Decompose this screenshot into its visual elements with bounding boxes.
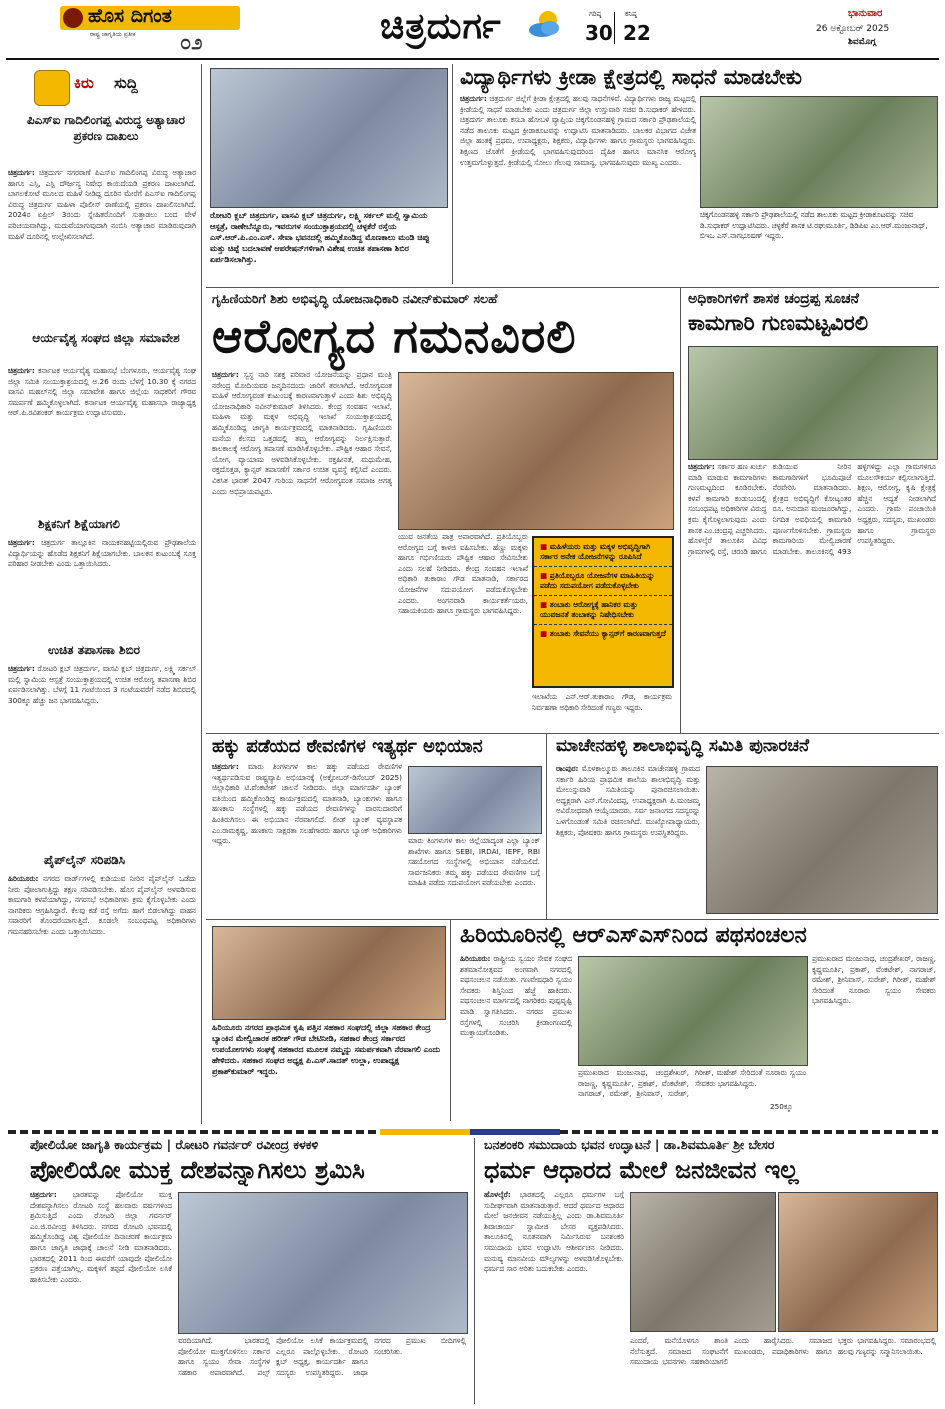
polio-body: ಚಿತ್ರದುರ್ಗ: ಭಾರತವನ್ನು ಪೋಲಿಯೋ ಮುಕ್ತ ದೇಶವನ್ನಾಗಿಸಲು ರೋಟರಿ ಸಂಸ್ಥೆ ಹಲವಾರು ವರ್ಷಗಳಿಂದ ಶ್ರಮಿಸುತ್ತಿದೆ ಎಂದು ರೋಟರಿ ಜಿಲ್ಲಾ ಗವರ್ನರ್ ಎಂ.ಜಿ.ರವೀಂದ್ರ ತಿಳಿಸಿದರು. ನಗರದ ರೋಟರಿ ಭವನದಲ್ಲಿ ಹಮ್ಮಿಕೊಂಡಿದ್ದ ವಿಶ್ವ ಪೋಲಿಯೋ ದಿನಾಚರಣೆ ಕಾರ್ಯಕ್ರಮ ಹಾಗೂ ಜಾಗೃತಿ ಜಾಥಾಕ್ಕೆ ಚಾಲನೆ ನೀಡಿ ಮಾತನಾಡಿದರು. ಭಾರತದಲ್ಲಿ 2011 ರಿಂದ ಈವರೆಗೆ ಯಾವುದೇ ಪೋಲಿಯೋ ಪ್ರಕರಣ ಪತ್ತೆಯಾಗಿಲ್ಲ. ಮಕ್ಕಳಿಗೆ ತಪ್ಪದೆ ಪೋಲಿಯೋ ಲಸಿಕೆ ಹಾಕಿಸಬೇಕು ಎಂದರು. [30, 1190, 172, 1284]
cooperative-photo-caption: ಹಿರಿಯೂರು ನಗರದ ಪ್ರಾಥಮಿಕ ಕೃಷಿ ಪತ್ತಿನ ಸಹಕಾರ ಸಂಘದಲ್ಲಿ ಜಿಲ್ಲಾ ಸಹಕಾರ ಕೇಂದ್ರ ಬ್ಯಾಂಕಿನ ಮೇಲ್ವಿಚಾರಕ ಹರೀಶ್ ಗೌಡ ಬೇಟಿನೀಡಿ, ಸಹಕಾರ ಕೇಂದ್ರ ಸರ್ಕಾರದ ಉಪಯೋಗಗಳು ಸಂಘಕ್ಕೆ ಸಹಕಾರದ ಮೂಲಕ ನಮ್ಮನ್ನು ಸಮರ್ಪಕವಾಗಿ ನೆರವಾಗಲಿ ಎಂದು ಹೇಳಿದರು. ಸಹಕಾರ ಸಂಘದ ಅಧ್ಯಕ್ಷ ಪಿ.ಎಸ್.ಸಾದತ್ ಉಲ್ಲಾ, ಉಪಾಧ್ಯಕ್ಷ ಪ್ರಕಾಶ್‌ಕುಮಾರ್ ಇದ್ದರು. [212, 1023, 441, 1076]
highlight-item: ■ ತಂಬಾಕು ಸೇವನೆಯು ಕ್ಯಾನ್ಸರ್‌ಗೆ ಕಾರಣವಾಗುತ್ತದೆ [534, 625, 672, 643]
page-number: ೦೨ [180, 30, 203, 54]
kiru-label-b: ಸುದ್ದಿ [114, 74, 138, 92]
committee-photo [706, 766, 938, 914]
speech-hand-icon [34, 70, 70, 106]
health-highlights [532, 536, 674, 688]
camp-photo [210, 68, 448, 208]
polio-photo [178, 1192, 468, 1334]
polio-kicker: ಪೋಲಿಯೋ ಜಾಗೃತಿ ಕಾರ್ಯಕ್ರಮ | ರೋಟರಿ ಗವರ್ನರ್ ರವೀಂದ್ರ ಕಳಕಳಿ [30, 1137, 319, 1152]
kiru-item-body: ಚಿತ್ರದುರ್ಗ: ಚಿತ್ರದುರ್ಗ ನಗರಠಾಣೆ ಪಿಎಸ್‌ಐ ಗಾದಿಲಿಂಗಪ್ಪ ವಿರುದ್ಧ ಅತ್ಯಾಚಾರ ಹಾಗೂ ಎಸ್ಸಿ, ಎಸ್ಟಿ ದೌರ್ಜನ್ಯ ನಿಷೇಧ ಕಾಯಿದೆಯಡಿ ಪ್ರಕರಣ ದಾಖಲಾಗಿದೆ. ಬಾಗಲಕೋಟೆ ಮೂಲದ ಮಹಿಳೆ ನೀಡಿದ್ದ ದೂರಿನ ಮೇರೆಗೆ ಪಿಎಸ್‌ಐ ಗಾದಿಲಿಂಗಪ್ಪ ವಿರುದ್ಧ ಚಿತ್ರದುರ್ಗ ಮಹಿಳಾ ಪೊಲೀಸ್ ಠಾಣೆಯಲ್ಲಿ ಪ್ರಕರಣ ದಾಖಲಿಸಲಾಗಿದೆ. 2024ರ ಏಪ್ರಿಲ್ 3ರಂದು ಸ್ನೇಹಿತರೊಂದಿಗೆ ಸುತ್ತಾಡಲು ಬಂದ ವೇಳೆ ಪರಿಚಯವಾಗಿದ್ದು, ಮದುವೆಯಾಗುವುದಾಗಿ ನಂಬಿಸಿ ಅತ್ಯಾಚಾರ ಮಾಡಿರುವುದಾಗಿ ಮಹಿಳೆ ದೂರಿನಲ್ಲಿ ಉಲ್ಲೇಖಿಸಲಾಗಿದೆ. [8, 168, 196, 241]
highlight-item: ■ ಮಹಿಳೆಯರು ಮತ್ತು ಮಕ್ಕಳ ಅಭಿವೃದ್ಧಿಗಾಗಿ ಸರ್ಕಾರ ಅನೇಕ ಯೋಜನೆಗಳನ್ನು ರೂಪಿಸಿದೆ [534, 538, 672, 567]
kiru-item-body: ಹಿರಿಯೂರು: ನಗರದ ವಾರ್ಡ್‌ಗಳಲ್ಲಿ ಕುಡಿಯುವ ನೀರಿನ ಪೈಪ್‌ಲೈನ್ ಒಡೆದು ನೀರು ಪೋಲಾಗುತ್ತಿದ್ದು ತಕ್ಷಣ ಸರಿಪಡಿಸಬೇಕು. ಹೊಸ ಪೈಪ್‌ಲೈನ್ ಅಳವಡಿಸುವ ಕಾಮಗಾರಿ ಕಳಪೆಯಾಗಿದ್ದು, ನಗರಸಭೆ ಅಧಿಕಾರಿಗಳು ಕ್ರಮ ಕೈಗೊಳ್ಳಬೇಕು ಎಂದು ನಾಗರಿಕರು ಆಗ್ರಹಿಸಿದ್ದಾರೆ. ಕೆಲವು ಕಡೆ ರಸ್ತೆ ಅಗೆದು ಹಾಗೆ ಬಿಡಲಾಗಿದ್ದು ವಾಹನ ಸವಾರರಿಗೆ ತೊಂದರೆಯಾಗುತ್ತಿದೆ. ಕೂಡಲೇ ಸಂಬಂಧಪಟ್ಟ ಅಧಿಕಾರಿಗಳು ಗಮನಹರಿಸಬೇಕು ಎಂದು ಒತ್ತಾಯಿಸಿದರು. [8, 874, 196, 936]
min-temp: 22 [623, 21, 651, 45]
rights-body: ಚಿತ್ರದುರ್ಗ: ಮಾರು ತಿಂಗಳುಗಳ ಕಾಲ ಹಕ್ಕು ಪಡೆಯದ ಠೇವಣಿಗಳ ಇತ್ಯರ್ಥಪಡಿಸುವ ರಾಷ್ಟ್ರವ್ಯಾಪಿ ಅಭಿಯಾನಕ್ಕೆ (ಅಕ್ಟೋಬರ್-ಡಿಸೆಂಬರ್ 2025) ಜಿಲ್ಲಾಧಿಕಾರಿ ಟಿ.ವೆಂಕಟೇಶ್ ಚಾಲನೆ ನೀಡಿದರು. ಜಿಲ್ಲಾ ಮಾರ್ಗದರ್ಶಿ ಬ್ಯಾಂಕ್ ವತಿಯಿಂದ ಹಮ್ಮಿಕೊಂಡಿದ್ದ ಕಾರ್ಯಕ್ರಮದಲ್ಲಿ ಮಾತನಾಡಿ, ಬ್ಯಾಂಕುಗಳು ಹಾಗೂ ಹಣಕಾಸು ಸಂಸ್ಥೆಗಳಲ್ಲಿ ಹಕ್ಕು ಪಡೆಯದ ಠೇವಣಿಗಳನ್ನು ವಾರಸುದಾರರಿಗೆ ಹಿಂತಿರುಗಿಸಲು ಈ ಅಭಿಯಾನ ನೆರವಾಗಲಿದೆ. ಲೀಡ್ ಬ್ಯಾಂಕ್ ವ್ಯವಸ್ಥಾಪಕ ಎಂ.ರಾಮಕೃಷ್ಣ, ಹಣಕಾಸು ಸಾಕ್ಷರತಾ ಸಲಹೆಗಾರರು ಹಾಗೂ ಬ್ಯಾಂಕ್ ಅಧಿಕಾರಿಗಳು ಇದ್ದರು. [212, 762, 402, 846]
legislator-headline: ಅಧಿಕಾರಿಗಳಿಗೆ ಶಾಸಕ ಚಂದ್ರಪ್ಪ ಸೂಚನೆ [688, 291, 859, 307]
cooperative-photo [212, 926, 446, 1020]
kiru-column [8, 64, 196, 1124]
kiru-label-a: ಕಿರು [74, 74, 94, 92]
dharma-body-continued: ಎಂದರೆ, ಮನೆಯೊಳಗೂ ಶಾಂತಿ ನೆಲೆಸುತ್ತದೆ. ಸಮಾಜದ ಸಂಘಟನೆಗೆ ಸಮುದಾಯ ಭವನಗಳು ಸಹಕಾರಿಯಾಗಲಿ ಎಂದು ಹಾರೈಸಿದರು. ಸಮಾಜದ ಮುಖಂಡರು, ಪದಾಧಿಕಾರಿಗಳು ಹಾಗೂ ಭಕ್ತರು ಭಾಗವಹಿಸಿದ್ದರು. ಸಮಾರಂಭದಲ್ಲಿ ಹಲವು ಗಣ್ಯರನ್ನು ಸನ್ಮಾನಿಸಲಾಯಿತು. [630, 1336, 936, 1367]
kiru-item-title: ಪಿಎಸ್‌ಐ ಗಾದಿಲಿಂಗಪ್ಪ ವಿರುದ್ಧ ಅತ್ಯಾಚಾರ ಪ್ರಕರಣ ದಾಖಲು [26, 113, 186, 143]
accent-rule-center [470, 1129, 560, 1135]
column-rule [474, 1138, 475, 1404]
dharma-photo-left [630, 1192, 776, 1332]
paper-name: ಹೊಸ ದಿಗಂತ [88, 5, 172, 27]
masthead-rule [6, 58, 939, 60]
rss-headline: ಹಿರಿಯೂರಿನಲ್ಲಿ ಆರ್‌ಎಸ್‌ಎಸ್‌ನಿಂದ ಪಥಸಂಚಲನ [460, 923, 807, 948]
rss-body: ಹಿರಿಯೂರು: ರಾಷ್ಟ್ರೀಯ ಸ್ವಯಂ ಸೇವಕ ಸಂಘದ ಶತಮಾನೋತ್ಸವದ ಅಂಗವಾಗಿ ನಗರದಲ್ಲಿ ಪಥಸಂಚಲನ ನಡೆಯಿತು. ಗಣವೇಷಧಾರಿ ಸ್ವಯಂ ಸೇವಕರು ಶಿಸ್ತಿನಿಂದ ಹೆಜ್ಜೆ ಹಾಕಿದರು. ಪಥಸಂಚಲನ ಮಾರ್ಗದಲ್ಲಿ ನಾಗರಿಕರು ಪುಷ್ಪವೃಷ್ಟಿ ಮಾಡಿ ಸ್ವಾಗತಿಸಿದರು. ನಗರದ ಪ್ರಮುಖ ರಸ್ತೆಗಳಲ್ಲಿ ಸಂಚರಿಸಿ ಕ್ರೀಡಾಂಗಣದಲ್ಲಿ ಮುಕ್ತಾಯಗೊಂಡಿತು. [460, 954, 572, 1038]
legislator-body: ಚಿತ್ರದುರ್ಗ: ಸರ್ಕಾರ ಹಣ ಖರ್ಚು ಮಾಡಿ ಮಾಡುವ ಕಾಮಗಾರಿಗಳು ಗುಣಮಟ್ಟದಿಂದ ಕೂಡಿರಬೇಕು. ಕಳಪೆ ಕಾಮಗಾರಿ ಕಂಡುಬಂದಲ್ಲಿ ಸಂಬಂಧಪಟ್ಟ ಅಧಿಕಾರಿಗಳ ವಿರುದ್ಧ ಕ್ರಮ ಕೈಗೊಳ್ಳಲಾಗುವುದು ಎಂದು ಶಾಸಕ ಎಂ.ಚಂದ್ರಪ್ಪ ಎಚ್ಚರಿಸಿದರು. ಹೊಳಲ್ಕೆರೆ ತಾಲೂಕಿನ ವಿವಿಧ ಗ್ರಾಮಗಳಲ್ಲಿ ರಸ್ತೆ, ಚರಂಡಿ ಹಾಗೂ ಕುಡಿಯುವ ನೀರಿನ ಕಾಮಗಾರಿಗಳಿಗೆ ಭೂಮಿಪೂಜೆ ನೆರವೇರಿಸಿ ಮಾತನಾಡಿದರು. ಕ್ಷೇತ್ರದ ಅಭಿವೃದ್ಧಿಗೆ ಕೋಟ್ಯಂತರ ರೂ. ಅನುದಾನ ಮಂಜೂರಾಗಿದ್ದು, ನಿಗದಿತ ಅವಧಿಯಲ್ಲಿ ಕಾಮಗಾರಿ ಪೂರ್ಣಗೊಳಿಸಬೇಕು. ಗ್ರಾಮಸ್ಥರು ಕಾಮಗಾರಿಯ ಮೇಲ್ವಿಚಾರಣೆ ಮಾಡಬೇಕು. ತಾಲೂಕಿನಲ್ಲಿ 493 ಹಳ್ಳಿಗಳಿದ್ದು ಎಲ್ಲಾ ಗ್ರಾಮಗಳಿಗೂ ಮೂಲಸೌಕರ್ಯ ಕಲ್ಪಿಸಲಾಗುತ್ತಿದೆ. ಶಿಕ್ಷಣ, ಆರೋಗ್ಯ, ಕೃಷಿ ಕ್ಷೇತ್ರಕ್ಕೆ ಹೆಚ್ಚಿನ ಆದ್ಯತೆ ನೀಡಲಾಗಿದೆ ಎಂದರು. ಗ್ರಾಮ ಪಂಚಾಯಿತಿ ಅಧ್ಯಕ್ಷರು, ಸದಸ್ಯರು, ಮುಖಂಡರು ಹಾಗೂ ಗ್ರಾಮಸ್ಥರು ಉಪಸ್ಥಿತರಿದ್ದರು. [688, 462, 936, 556]
edition-title: ಚಿತ್ರದುರ್ಗ [380, 6, 502, 47]
health-photo [398, 372, 674, 530]
dharma-kicker: ಬನಶಂಕರಿ ಸಮುದಾಯ ಭವನ ಉದ್ಘಾಟನೆ | ಡಾ.ಶಿವಮೂರ್ತಿ ಶ್ರೀ ಬೇಸರ [484, 1137, 775, 1152]
rss-body-side: ಪ್ರಮುಖರಾದ ಮಂಜುನಾಥ, ಚಂದ್ರಶೇಖರ್, ರಾಜಣ್ಣ, ಕೃಷ್ಣಮೂರ್ತಿ, ಪ್ರಕಾಶ್, ವೆಂಕಟೇಶ್, ನಾಗರಾಜ್, ರಮೇಶ್, ಶ್ರೀನಿವಾಸ್, ಸುರೇಶ್, ಗಿರೀಶ್, ಮಹೇಶ್ ಸೇರಿದಂತೆ ನೂರಾರು ಸ್ವಯಂ ಸೇವಕರು ಭಾಗವಹಿಸಿದ್ದರು. [812, 954, 936, 1006]
issue-date: 26 ಅಕ್ಟೋಬರ್ 2025 [816, 24, 890, 34]
paper-tagline: ರಾಷ್ಟ್ರ ಜಾಗೃತಿಯ ಪ್ರತೀಕ [90, 31, 136, 38]
committee-body: ರಾಂಪುರ: ಮೊಳಕಾಲ್ಮೂರು ತಾಲೂಕಿನ ಮಾಚೇನಹಳ್ಳಿ ಗ್ರಾಮದ ಸರ್ಕಾರಿ ಹಿರಿಯ ಪ್ರಾಥಮಿಕ ಶಾಲೆಯ ಶಾಲಾಭಿವೃದ್ಧಿ ಮತ್ತು ಮೇಲುಸ್ತುವಾರಿ ಸಮಿತಿಯನ್ನು ಪುನಾರಚಿಸಲಾಯಿತು. ಅಧ್ಯಕ್ಷರಾಗಿ ಎನ್.ಗೋವಿಂದಪ್ಪ, ಉಪಾಧ್ಯಕ್ಷರಾಗಿ ಪಿ.ಮಂಜಮ್ಮ ಅವಿರೋಧವಾಗಿ ಆಯ್ಕೆಯಾದರು. ಸರ್ವ ಜನಾಂಗದ ಸದಸ್ಯರನ್ನು ಒಳಗೊಂಡಂತೆ ಸಮಿತಿ ರಚಿಸಲಾಗಿದೆ. ಮುಖ್ಯೋಪಾಧ್ಯಾಯರು, ಶಿಕ್ಷಕರು, ಪೋಷಕರು ಹಾಗೂ ಗ್ರಾಮಸ್ಥರು ಉಪಸ್ಥಿತರಿದ್ದರು. [556, 764, 700, 837]
rights-headline: ಹಕ್ಕು ಪಡೆಯದ ಠೇವಣಿಗಳ ಇತ್ಯರ್ಥ ಅಭಿಯಾನ [212, 736, 483, 757]
rss-photo [578, 956, 808, 1066]
max-temp: 30 [585, 21, 613, 45]
health-kicker: ಗೃಹಿಣಿಯರಿಗೆ ಶಿಶು ಅಭಿವೃದ್ಧಿ ಯೋಜನಾಧಿಕಾರಿ ನವೀನ್‌ಕುಮಾರ್ ಸಲಹೆ [212, 291, 498, 306]
health-body-continued: ಯುವ ಜನತೆಯ ಪಾತ್ರ ಅಪಾರವಾಗಿದೆ. ಪ್ರತಿಯೊಬ್ಬರು ಆರೋಗ್ಯದ ಬಗ್ಗೆ ಕಾಳಜಿ ವಹಿಸಬೇಕು. ಹೆಣ್ಣು ಮಕ್ಕಳು ಹಾಗೂ ಗರ್ಭಿಣಿಯರು ಪೌಷ್ಟಿಕ ಆಹಾರ ಸೇವಿಸಬೇಕು ಎಂದು ಸಲಹೆ ನೀಡಿದರು. ಕೇಂದ್ರ ಸಂವಹನ ಇಲಾಖೆ ಅಧಿಕಾರಿ ತುಕಾರಾಂ ಗೌಡ ಮಾತನಾಡಿ, ಸರ್ಕಾರದ ಯೋಜನೆಗಳ ಸದುಪಯೋಗ ಪಡೆದುಕೊಳ್ಳಬೇಕು ಎಂದರು. ಅಂಗನವಾಡಿ ಕಾರ್ಯಕರ್ತೆಯರು, ಸಹಾಯಕಿಯರು ಹಾಗೂ ಗ್ರಾಮಸ್ಥರು ಭಾಗವಹಿಸಿದ್ದರು. [398, 532, 528, 616]
kiru-item-body: ಚಿತ್ರದುರ್ಗ: ಕರ್ನಾಟಕ ಆರ್ಯವೈಶ್ಯ ಮಹಾಸಭೆ ಬೆಂಗಳೂರು, ಆರ್ಯವೈಶ್ಯ ಸಂಘ ಜಿಲ್ಲಾ ಸಮಿತಿ ಸಂಯುಕ್ತಾಶ್ರಯದಲ್ಲಿ ಅ.26 ರಂದು ಬೆಳಗ್ಗೆ 10.30 ಕ್ಕೆ ನಗರದ ವಾಸವಿ ಮಹಲ್‌ನಲ್ಲಿ ಜಿಲ್ಲಾ ಸಮಾವೇಶ ಹಾಗೂ ಜಿಲ್ಲೆಯ ಸಾಧಕರಿಗೆ ಗೌರವ ಸಮರ್ಪಣೆ ಹಮ್ಮಿಕೊಳ್ಳಲಾಗಿದೆ. ಕರ್ನಾಟಕ ಆರ್ಯವೈಶ್ಯ ಮಹಾಸಭಾ ರಾಜ್ಯಾಧ್ಯಕ್ಷ ಆರ್.ಪಿ.ರವಿಶಂಕರ್ ಕಾರ್ಯಕ್ರಮ ಉದ್ಘಾಟಿಸುವರು. [8, 366, 196, 418]
rights-body-continued: ಮಾರು ತಿಂಗಳುಗಳ ಕಾಲ ಜಿಲ್ಲೆಯಾದ್ಯಂತ ಎಲ್ಲಾ ಬ್ಯಾಂಕ್ ಶಾಖೆಗಳು ಹಾಗೂ SEBI, IRDAI, IEPF, RBI ಸಹಯೋಗದ ಸಂಸ್ಥೆಗಳಲ್ಲಿ ಅಭಿಯಾನ ನಡೆಯಲಿದೆ. ಸಾರ್ವಜನಿಕರು ತಮ್ಮ ಹಕ್ಕು ಪಡೆಯದ ಠೇವಣಿಗಳ ಬಗ್ಗೆ ಮಾಹಿತಿ ಪಡೆದು ಸದುಪಯೋಗ ಪಡೆಯಬೇಕು ಎಂದರು. [408, 836, 540, 888]
polio-headline: ಪೋಲಿಯೋ ಮುಕ್ತ ದೇಶವನ್ನಾಗಿಸಲು ಶ್ರಮಿಸಿ [30, 1156, 365, 1184]
highlight-item: ■ ತಂಬಾಕು ಆರೋಗ್ಯಕ್ಕೆ ಹಾನಿಕರ ಮತ್ತು ಯುವಜನತೆ ತಂಬಾಕನ್ನು ನಿಷೇಧಿಸಬೇಕು [534, 596, 672, 625]
rss-count: 250ಕ್ಕೂ [770, 1102, 793, 1111]
section-rule [206, 733, 939, 734]
section-rule [206, 919, 939, 920]
legislator-photo [688, 346, 938, 460]
kiru-item-title: ಉಚಿತ ತಪಾಸಣಾ ಶಿಬಿರ [48, 643, 141, 657]
health-photo-caption: ಇಲಾಖೆಯ ಎನ್.ಆರ್.ತುಕಾರಾಂ ಗೌಡ, ಕಾರ್ಯಕ್ರಮ ನಿರ್ವಹಣಾ ಅಧಿಕಾರಿ ಸೇರಿದಂತೆ ಗಣ್ಯರು ಇದ್ದರು. [532, 692, 672, 712]
min-temp-label: ಕನಿಷ್ಠ [625, 10, 637, 18]
students-body: ಚಿತ್ರದುರ್ಗ: ಚಿತ್ರದುರ್ಗ ಜಿಲ್ಲೆಗೆ ಕ್ರೀಡಾ ಕ್ಷೇತ್ರದಲ್ಲಿ ಹಲವು ಸಾಧನೆಗಳಿವೆ. ವಿದ್ಯಾರ್ಥಿಗಳು ರಾಜ್ಯ ಮಟ್ಟದಲ್ಲಿ ಕ್ರೀಡೆಯಲ್ಲಿ ಸಾಧನೆ ಮಾಡಬೇಕು ಎಂದು ಚಿತ್ರದುರ್ಗ ಜಿಲ್ಲಾ ಉಸ್ತುವಾರಿ ಸಚಿವ ಡಿ.ಸುಧಾಕರ್ ಹೇಳಿದರು. ಚಿತ್ರದುರ್ಗ ತಾಲೂಕು ಕಸಬಾ ಹೋಬಳಿ ವ್ಯಾಪ್ತಿಯ ಚಿಕ್ಕಗೊಂಡನಹಳ್ಳಿ ಗ್ರಾಮದ ಸರ್ಕಾರಿ ಪ್ರೌಢಶಾಲೆಯಲ್ಲಿ ನಡೆದ ತಾಲೂಕು ಮಟ್ಟದ ಕ್ರೀಡಾಕೂಟವನ್ನು ಉದ್ಘಾಟಿಸಿ ಮಾತನಾಡಿದರು. ಬಾಲಕರ ವಿಭಾಗದ ವಿಜೇತ ಜಿಲ್ಲಾ ಹಂತಕ್ಕೆ ಪ್ರಥಮ, ಉಪಾಧ್ಯಕ್ಷರು, ಶಿಕ್ಷಕರು, ವಿದ್ಯಾರ್ಥಿಗಳು ಹಾಗೂ ಗ್ರಾಮಸ್ಥರು ಭಾಗವಹಿಸಿದ್ದರು. ಶಿಕ್ಷಣದ ಜೊತೆಗೆ ಕ್ರೀಡೆಯಲ್ಲಿ ಭಾಗವಹಿಸುವುದರಿಂದ ದೈಹಿಕ ಹಾಗೂ ಮಾನಸಿಕ ಆರೋಗ್ಯ ಉತ್ತಮಗೊಳ್ಳುತ್ತದೆ. ಕ್ರೀಡೆಯಲ್ಲಿ ಸೋಲು ಗೆಲುವು ಸಾಮಾನ್ಯ, ಭಾಗವಹಿಸುವುದು ಮುಖ್ಯ ಎಂದರು. [460, 94, 696, 167]
health-headline: ಆರೋಗ್ಯದ ಗಮನವಿರಲಿ [212, 309, 577, 363]
committee-headline: ಮಾಚೇನಹಳ್ಳಿ ಶಾಲಾಭಿವೃದ್ಧಿ ಸಮಿತಿ ಪುನಾರಚನೆ [556, 736, 810, 756]
health-body: ಚಿತ್ರದುರ್ಗ: ಸ್ವಸ್ಥ ನಾರಿ ಸಶಕ್ತ ಪರಿವಾರ ಯೋಜನೆಯನ್ನು ಪ್ರಧಾನ ಮಂತ್ರಿ ನರೇಂದ್ರ ಮೋದಿಯವರ ಜನ್ಮದಿನದಂದು ಜಾರಿಗೆ ತರಲಾಗಿದೆ. ಆರೋಗ್ಯವಂತ ಮಹಿಳೆ ಆರೋಗ್ಯವಂತ ಕುಟುಂಬಕ್ಕೆ ಕಾರಣವಾಗುತ್ತಾಳೆ ಎಂದು ಶಿಶು ಅಭಿವೃದ್ಧಿ ಯೋಜನಾಧಿಕಾರಿ ನವೀನ್‌ಕುಮಾರ್ ತಿಳಿಸಿದರು. ಕೇಂದ್ರ ಸಂವಹನ ಇಲಾಖೆ, ಮಹಿಳಾ ಮತ್ತು ಮಕ್ಕಳ ಅಭಿವೃದ್ಧಿ ಇಲಾಖೆ ಸಂಯುಕ್ತಾಶ್ರಯದಲ್ಲಿ ಹಮ್ಮಿಕೊಂಡಿದ್ದ ಜಾಗೃತಿ ಕಾರ್ಯಕ್ರಮದಲ್ಲಿ ಮಾತನಾಡಿದರು. ಗೃಹಿಣಿಯರು ಮನೆಯ ಕೆಲಸದ ಒತ್ತಡದಲ್ಲಿ ತಮ್ಮ ಆರೋಗ್ಯವನ್ನು ನಿರ್ಲಕ್ಷಿಸುತ್ತಾರೆ. ಕಾಲಕಾಲಕ್ಕೆ ಆರೋಗ್ಯ ತಪಾಸಣೆ ಮಾಡಿಸಿಕೊಳ್ಳಬೇಕು. ಪೌಷ್ಟಿಕ ಆಹಾರ ಸೇವನೆ, ಯೋಗ, ವ್ಯಾಯಾಮ ಅಳವಡಿಸಿಕೊಳ್ಳಬೇಕು. ರಕ್ತಹೀನತೆ, ಮಧುಮೇಹ, ರಕ್ತದೊತ್ತಡ, ಕ್ಯಾನ್ಸರ್ ತಪಾಸಣೆಗೆ ಸರ್ಕಾರ ಉಚಿತ ವ್ಯವಸ್ಥೆ ಕಲ್ಪಿಸಿದೆ ಎಂದರು. ವಿಕಸಿತ ಭಾರತ್ 2047 ಗುರಿಯ ಸಾಧನೆಗೆ ಆರೋಗ್ಯವಂತ ಸಮಾಜ ಅಗತ್ಯ ಎಂದು ಅಭಿಪ್ರಾಯಪಟ್ಟರು. [212, 370, 392, 496]
column-rule [201, 64, 202, 1124]
weather-divider [614, 12, 615, 44]
highlight-item: ■ ಪ್ರತಿಯೊಬ್ಬರೂ ಯೋಜನೆಗಳ ಮಾಹಿತಿಯನ್ನು ಪಡೆದು ಸದುಪಯೋಗ ಪಡೆದುಕೊಳ್ಳಬೇಕು [534, 567, 672, 596]
kiru-item-title: ಶಿಕ್ಷಕನಿಗೆ ಶಿಕ್ಷೆಯಾಗಲಿ [38, 517, 120, 531]
camp-photo-caption: ರೋಟರಿ ಕ್ಲಬ್ ಚಿತ್ರದುರ್ಗ, ವಾಸವಿ ಕ್ಲಬ್ ಚಿತ್ರದುರ್ಗ, ಲಕ್ಷ್ಮಿ ಸರ್ಕಲ್ ಮಲ್ಲಿ ಸ್ವಾಮಿಯ ಆಸ್ಪತ್ರೆ, ರಾಣೇಬೆನ್ನೂರು, ಇವರುಗಳ ಸಂಯುಕ್ತಾಶ್ರಯದಲ್ಲಿ ಚಳ್ಳಕೆರೆ ರಸ್ತೆಯ ಎಸ್.ಆರ್.ಪಿ.ಎಂ.ಎಸ್. ಸೇವಾ ಭವನದಲ್ಲಿ ಹಮ್ಮಿಕೊಂಡಿದ್ದ ಮೊಣಕಾಲು ಮಂಡಿ ಚಿಪ್ಪು ಮತ್ತು ಚಿಪ್ಪೆ ಬದಲಾವಣೆ ಆಪರೇಷನ್‌ಗಳಿಗಾಗಿ ವಿಶೇಷ ಉಚಿತ ತಪಾಸಣಾ ಶಿಬಿರ ಏರ್ಪಡಿಸಲಾಗಿತ್ತು. [210, 211, 430, 264]
lamp-logo-icon [63, 8, 83, 28]
polio-body-continued: ವರದಿಯಾಗಿದೆ. ಭಾರತದಲ್ಲಿ ಪೋಲಿಯೋ ಮುಕ್ತಗೊಳಿಸಲು ಸರ್ಕಾರ ಹಾಗೂ ಸ್ವಯಂ ಸೇವಾ ಸಂಸ್ಥೆಗಳ ಸಹಕಾರ ಅಪಾರವಾಗಿದೆ. ಪಲ್ಸ್ ಪೋಲಿಯೋ ಲಸಿಕೆ ಕಾರ್ಯಕ್ರಮದಲ್ಲಿ ಎಲ್ಲರೂ ಪಾಲ್ಗೊಳ್ಳಬೇಕು. ರೋಟರಿ ಕ್ಲಬ್ ಅಧ್ಯಕ್ಷ, ಕಾರ್ಯದರ್ಶಿ ಹಾಗೂ ಸದಸ್ಯರು ಉಪಸ್ಥಿತರಿದ್ದರು. ಜಾಥಾ ನಗರದ ಪ್ರಮುಖ ಬೀದಿಗಳಲ್ಲಿ ಸಂಚರಿಸಿತು. [178, 1336, 466, 1377]
sports-photo [700, 96, 938, 208]
max-temp-label: ಗರಿಷ್ಠ [589, 10, 602, 18]
rights-photo [408, 766, 542, 834]
issue-city: ಶಿವಮೊಗ್ಗ [848, 37, 876, 47]
kiru-item-title: ಪೈಪ್‌ಲೈನ್ ಸರಿಪಡಿಸಿ [44, 853, 126, 867]
column-rule [680, 287, 681, 733]
column-rule [450, 919, 451, 1121]
dharma-headline: ಧರ್ಮ ಆಧಾರದ ಮೇಲೆ ಜನಜೀವನ ಇಲ್ಲ [484, 1156, 799, 1184]
section-rule [206, 287, 939, 288]
column-rule [452, 64, 453, 284]
accent-rule-center [380, 1129, 470, 1135]
kiru-item-body: ಚಿತ್ರದುರ್ಗ: ರೋಟರಿ ಕ್ಲಬ್ ಚಿತ್ರದುರ್ಗ, ವಾಸವಿ ಕ್ಲಬ್ ಚಿತ್ರದುರ್ಗ, ಲಕ್ಷ್ಮಿ ಸರ್ಕಲ್ ಮಲ್ಲಿ ಸ್ವಾಮಿಯ ಆಸ್ಪತ್ರೆ ಸಂಯುಕ್ತಾಶ್ರಯದಲ್ಲಿ ಉಚಿತ ಆರೋಗ್ಯ ತಪಾಸಣಾ ಶಿಬಿರ ಏರ್ಪಡಿಸಲಾಗಿತ್ತು. ಬೆಳಗ್ಗೆ 11 ಗಂಟೆಯಿಂದ 3 ಗಂಟೆಯವರೆಗೆ ನಡೆದ ಶಿಬಿರದಲ್ಲಿ 300ಕ್ಕೂ ಹೆಚ್ಚು ಜನ ಭಾಗವಹಿಸಿದ್ದರು. [8, 664, 196, 705]
kiru-item-title: ಆರ್ಯವೈಶ್ಯ ಸಂಘದ ಜಿಲ್ಲಾ ಸಮಾವೇಶ [32, 331, 180, 345]
kiru-item-body: ಚಿತ್ರದುರ್ಗ: ಚಿತ್ರದುರ್ಗ ತಾಲ್ಲೂಕಿನ ನಾಯಕನಹಟ್ಟಿಯಲ್ಲಿರುವ ಪ್ರೌಢಶಾಲೆಯ ವಿದ್ಯಾರ್ಥಿಯನ್ನು ಹೊಡೆದ ಶಿಕ್ಷಕನಿಗೆ ಶಿಕ್ಷೆಯಾಗಬೇಕು. ಬಾಲಕನ ಕುಟುಂಬಕ್ಕೆ ಸೂಕ್ತ ಪರಿಹಾರ ನೀಡಬೇಕು ಎಂದು ಒತ್ತಾಯಿಸಿದರು. [8, 538, 196, 569]
masthead [0, 0, 945, 62]
legislator-subheadline: ಕಾಮಗಾರಿ ಗುಣಮಟ್ಟವಿರಲಿ [688, 311, 869, 335]
column-rule [546, 733, 547, 919]
sun-cloud-icon [528, 8, 564, 40]
dharma-body: ಹೊಳಲ್ಕೆರೆ: ಭಾರತದಲ್ಲಿ ಎಲ್ಲರೂ ಧರ್ಮಗಳ ಬಗ್ಗೆ ಸುದೀರ್ಘವಾಗಿ ಮಾತನಾಡುತ್ತಾರೆ. ಆದರೆ ಧರ್ಮದ ಆಧಾರದ ಮೇಲೆ ಜನಜೀವನ ನಡೆಯುತ್ತಿಲ್ಲ ಎಂದು ಡಾ.ಶಿವಮೂರ್ತಿ ಶಿವಾಚಾರ್ಯ ಸ್ವಾಮೀಜಿ ಬೇಸರ ವ್ಯಕ್ತಪಡಿಸಿದರು. ತಾಲೂಕಿನಲ್ಲಿ ನೂತನವಾಗಿ ನಿರ್ಮಿಸಿರುವ ಬನಶಂಕರಿ ಸಮುದಾಯ ಭವನ ಉದ್ಘಾಟಿಸಿ ಆಶೀರ್ವಚನ ನೀಡಿದರು. ಮನುಷ್ಯ ಮಾನವೀಯ ಮೌಲ್ಯಗಳನ್ನು ಅಳವಡಿಸಿಕೊಳ್ಳಬೇಕು. ಧರ್ಮದ ಸಾರ ಅರಿತು ಬದುಕಬೇಕು ಎಂದರು. [484, 1190, 624, 1274]
dharma-photo-right [778, 1192, 938, 1332]
rss-names: ಪ್ರಮುಖರಾದ ಮಂಜುನಾಥ, ಚಂದ್ರಶೇಖರ್, ರಾಜಣ್ಣ, ಕೃಷ್ಣಮೂರ್ತಿ, ಪ್ರಕಾಶ್, ವೆಂಕಟೇಶ್, ನಾಗರಾಜ್, ರಮೇಶ್, ಶ್ರೀನಿವಾಸ್, ಸುರೇಶ್, ಗಿರೀಶ್, ಮಹೇಶ್ ಸೇರಿದಂತೆ ನೂರಾರು ಸ್ವಯಂ ಸೇವಕರು ಭಾಗವಹಿಸಿದ್ದರು. [578, 1068, 806, 1099]
sports-photo-caption: ಚಿಕ್ಕಗೊಂಡನಹಳ್ಳಿ ಸರ್ಕಾರಿ ಪ್ರೌಢಶಾಲೆಯಲ್ಲಿ ನಡೆದ ತಾಲೂಕು ಮಟ್ಟದ ಕ್ರೀಡಾಕೂಟವನ್ನು ಸಚಿವ ಡಿ.ಸುಧಾಕರ್ ಉದ್ಘಾಟಿಸಿದರು. ಚಳ್ಳಕೆರೆ ಶಾಸಕ ಟಿ.ರಘುಮೂರ್ತಿ, ಡಿಡಿಪಿಐ ಎಂ.ಆರ್.ಮಂಜುನಾಥ್, ಬಿಇಒ ಎಸ್.ನಾಗಭೂಷಣ್ ಇದ್ದರು. [700, 210, 928, 241]
issue-day: ಭಾನುವಾರ [848, 8, 883, 19]
students-headline: ವಿದ್ಯಾರ್ಥಿಗಳು ಕ್ರೀಡಾ ಕ್ಷೇತ್ರದಲ್ಲಿ ಸಾಧನೆ ಮಾಡಬೇಕು [460, 65, 802, 89]
